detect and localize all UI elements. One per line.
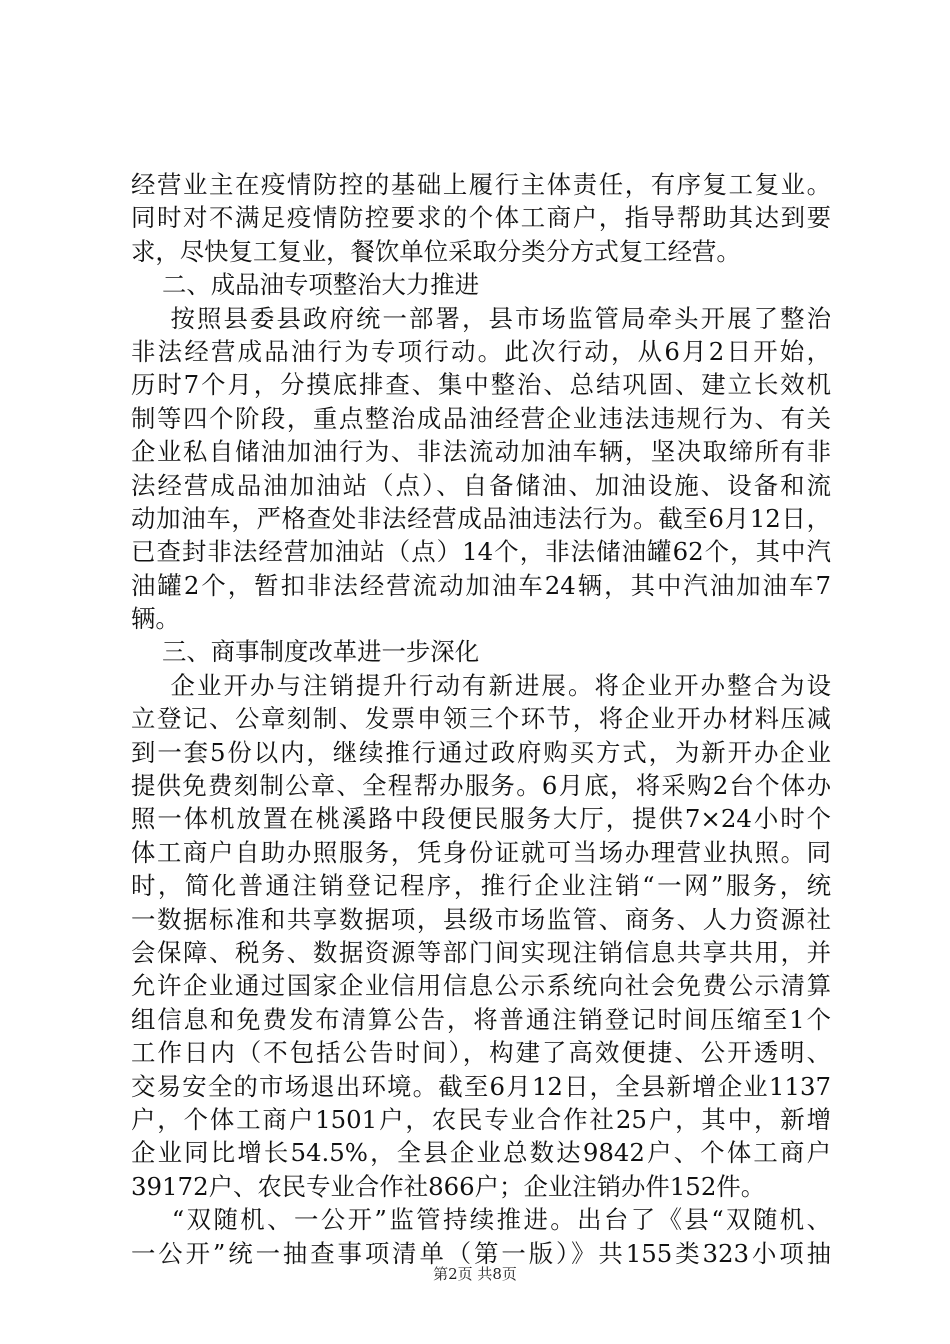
text-line: 企业开办与注销提升行动有新进展。将企业开办整合为设 bbox=[131, 670, 831, 700]
text-line: 按照县委县政府统一部署，县市场监管局牵头开展了整治 bbox=[131, 303, 831, 333]
text-line: 体工商户自助办照服务，凭身份证就可当场办理营业执照。同 bbox=[131, 837, 831, 867]
text-line: 到一套5份以内，继续推行通过政府购买方式，为新开办企业 bbox=[131, 737, 831, 767]
text-line: 会保障、税务、数据资源等部门间实现注销信息共享共用，并 bbox=[131, 937, 831, 967]
text-line: “双随机、一公开”监管持续推进。出台了《县“双随机、 bbox=[131, 1205, 831, 1235]
text-line: 时，简化普通注销登记程序，推行企业注销“一网”服务，统 bbox=[131, 871, 831, 901]
text-line: 工作日内（不包括公告时间），构建了高效便捷、公开透明、 bbox=[131, 1038, 831, 1068]
text-line: 经营业主在疫情防控的基础上履行主体责任，有序复工复业。 bbox=[131, 170, 831, 199]
text-line: 动加油车，严格查处非法经营成品油违法行为。截至6月12日， bbox=[131, 503, 831, 533]
text-line: 油罐2个，暂扣非法经营流动加油车24辆，其中汽油加油车7 bbox=[131, 570, 831, 600]
section-heading: 二、成品油专项整治大力推进 bbox=[131, 270, 480, 300]
page-footer: 第2页 共8页 bbox=[433, 1265, 517, 1283]
text-line: 39172户、农民专业合作社866户；企业注销办件152件。 bbox=[131, 1171, 766, 1201]
text-line: 非法经营成品油行为专项行动。此次行动，从6月2日开始， bbox=[131, 336, 831, 366]
text-line: 允许企业通过国家企业信用信息公示系统向社会免费公示清算 bbox=[131, 971, 831, 1001]
text-line: 提供免费刻制公章、全程帮办服务。6月底，将采购2台个体办 bbox=[131, 771, 831, 801]
text-line: 企业私自储油加油行为、非法流动加油车辆，坚决取缔所有非 bbox=[131, 437, 831, 467]
text-line: 立登记、公章刻制、发票申领三个环节，将企业开办材料压减 bbox=[131, 704, 831, 734]
text-line: 求，尽快复工复业，餐饮单位采取分类分方式复工经营。 bbox=[131, 236, 741, 266]
section-heading: 三、商事制度改革进一步深化 bbox=[131, 637, 480, 667]
text-line: 法经营成品油加油站（点）、自备储油、加油设施、设备和流 bbox=[131, 470, 831, 500]
text-line: 制等四个阶段，重点整治成品油经营企业违法违规行为、有关 bbox=[131, 403, 831, 433]
document-body bbox=[131, 168, 831, 1270]
text-line: 辆。 bbox=[131, 604, 180, 634]
text-line: 已查封非法经营加油站（点）14个，非法储油罐62个，其中汽 bbox=[131, 537, 831, 567]
text-line: 照一体机放置在桃溪路中段便民服务大厅，提供7×24小时个 bbox=[131, 804, 831, 834]
text-line: 一数据标准和共享数据项，县级市场监管、商务、人力资源社 bbox=[131, 904, 831, 934]
text-line: 历时7个月，分摸底排查、集中整治、总结巩固、建立长效机 bbox=[131, 370, 831, 400]
text-line: 同时对不满足疫情防控要求的个体工商户，指导帮助其达到要 bbox=[131, 203, 831, 233]
text-line: 一公开”统一抽查事项清单（第一版）》共155类323小项抽 bbox=[131, 1238, 831, 1268]
text-line: 组信息和免费发布清算公告，将普通注销登记时间压缩至1个 bbox=[131, 1004, 831, 1034]
text-line: 交易安全的市场退出环境。截至6月12日，全县新增企业1137 bbox=[131, 1071, 831, 1101]
text-line: 户，个体工商户1501户，农民专业合作社25户，其中，新增 bbox=[131, 1104, 831, 1134]
text-line: 企业同比增长54.5%，全县企业总数达9842户、个体工商户 bbox=[131, 1138, 831, 1168]
